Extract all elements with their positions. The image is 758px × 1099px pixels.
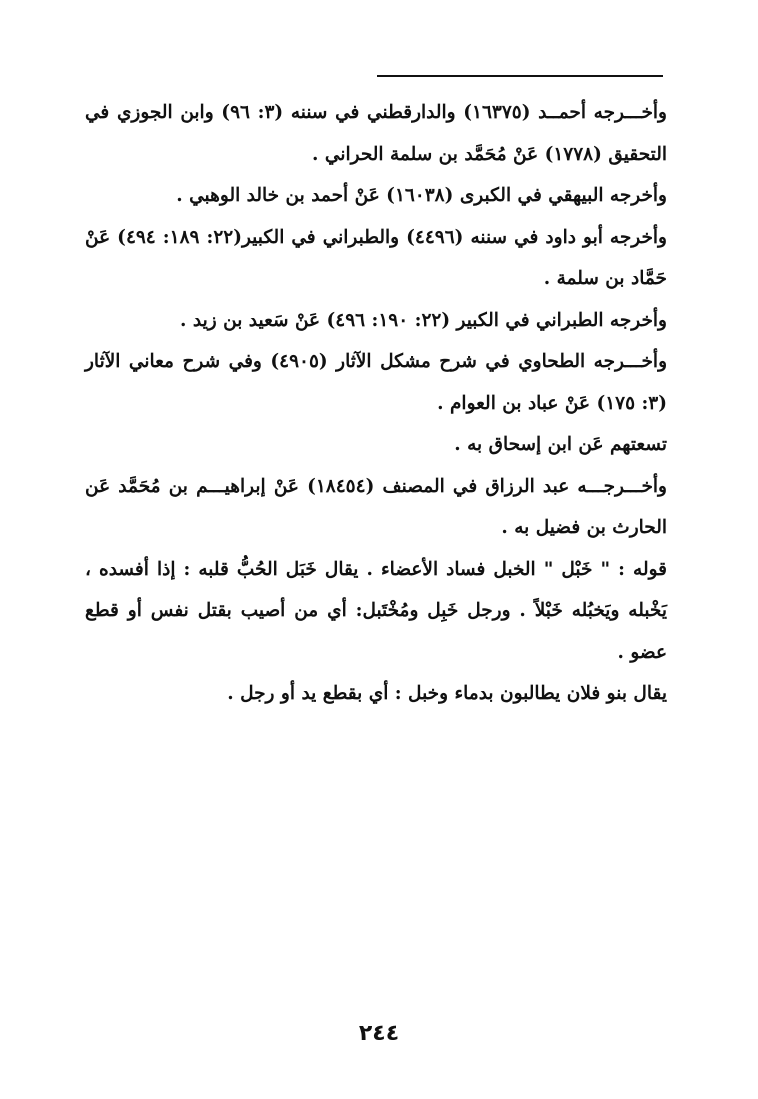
footnote-separator-line bbox=[377, 75, 663, 77]
footnote-paragraph: وأخـــرجه الطحاوي في شرح مشكل الآثار (٤٩٠٥) وفي شرح معاني الآثار (٣: ١٧٥) عَنْ عباد بن العوام . bbox=[85, 351, 667, 414]
footnote-paragraph: وأخرجه البيهقي في الكبرى (١٦٠٣٨) عَنْ أحمد بن خالد الوهبي . bbox=[176, 185, 667, 206]
footnote-paragraph: وأخرجه أبو داود في سننه (٤٤٩٦) والطبراني في الكبير(٢٢: ١٨٩: ٤٩٤) عَنْ حَمَّاد بن سلمة . bbox=[85, 226, 667, 289]
page-number: ٢٤٤ bbox=[358, 1021, 400, 1046]
footnotes-block bbox=[85, 92, 667, 715]
footnote-paragraph: وأخـــرجـــه عبد الرزاق في المصنف (١٨٤٥٤) عَنْ إبراهيـــم بن مُحَمَّد عَن الحارث بن فضيل به . bbox=[85, 475, 667, 538]
footnote-paragraph: يقال بنو فلان يطالبون بدماء وخبل : أي بقطع يد أو رجل . bbox=[227, 683, 667, 704]
footnote-paragraph: وأخـــرجه أحمــد (١٦٣٧٥) والدارقطني في سننه (٣: ٩٦) وابن الجوزي في التحقيق (١٧٧٨) عَنْ مُحَمَّد بن سلمة الحراني . bbox=[85, 102, 667, 165]
footnote-paragraph: وأخرجه الطبراني في الكبير (٢٢: ١٩٠: ٤٩٦) عَنْ سَعيد بن زيد . bbox=[180, 309, 667, 331]
footnote-paragraph: تسعتهم عَن ابن إسحاق به . bbox=[454, 434, 667, 455]
footnote-paragraph: قوله : " خَبْل " الخبل فساد الأعضاء . يقال خَبَل الحُبُّ قلبه : إذا أفسده ، يَخْبله ويَخبُله خَبْلاً . ورجل خَبِل ومُخْتَبل: أي من أصيب بقتل نفس أو قطع عضو . bbox=[85, 558, 667, 663]
